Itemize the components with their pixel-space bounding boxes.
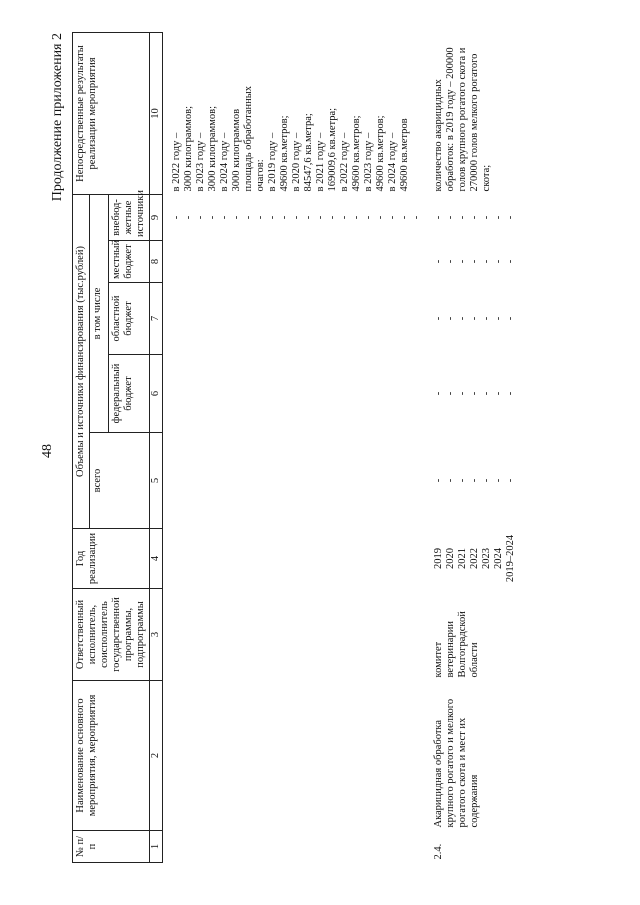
dash: - [457, 391, 468, 396]
dash: - [481, 478, 492, 483]
federal-values [425, 355, 519, 433]
dash: - [505, 259, 516, 264]
dash: - [481, 391, 492, 396]
result-line: в 2023 году – [363, 132, 374, 192]
row-number: 2.4. [433, 843, 444, 860]
column-number-row [150, 32, 163, 862]
total-values [425, 433, 519, 529]
col-header-year: Год реализации [73, 529, 150, 589]
result-line: в 2024 году – [387, 132, 398, 192]
year: 2023 [481, 548, 492, 569]
dash: - [457, 259, 468, 264]
dash: - [493, 391, 504, 396]
dash: - [433, 478, 444, 483]
result-line: 49600 кв.метров [399, 118, 410, 192]
dash: - [231, 215, 242, 220]
result-line: в 2022 году – [171, 132, 182, 192]
result-line: в 2020 году – [291, 132, 302, 192]
year: 2022 [469, 548, 480, 569]
dash: - [469, 391, 480, 396]
col-header-executor: Ответственный исполнитель, соисполнитель государственной программы, подпрограммы [73, 589, 150, 681]
extrabudget-values [425, 194, 519, 240]
dash: - [445, 478, 456, 483]
dash: - [387, 215, 398, 220]
col-header-federal: федеральный бюджет [109, 355, 150, 433]
year: 2024 [493, 548, 504, 569]
year: 2019 [433, 548, 444, 569]
dash: - [207, 215, 218, 220]
dash: - [375, 215, 386, 220]
dash: - [411, 215, 422, 220]
col-header-number: № п/п [73, 831, 150, 863]
dash: - [303, 215, 314, 220]
dash: - [445, 259, 456, 264]
dash: - [445, 316, 456, 321]
col-num: 3 [150, 589, 163, 681]
result-line: 3000 килограммов [231, 108, 242, 192]
result-line: в 2021 году – [315, 132, 326, 192]
year: 2021 [457, 548, 468, 569]
dash: - [469, 215, 480, 220]
result-line: в 2023 году – [195, 132, 206, 192]
executor: комитет ветеринарии Волгоградской области [433, 611, 480, 678]
regional-values [425, 283, 519, 355]
result-line: в 2019 году – [267, 132, 278, 192]
col-num: 4 [150, 529, 163, 589]
col-num: 2 [150, 681, 163, 831]
rotated-sheet [40, 33, 620, 863]
table-row-2-4 [425, 32, 519, 862]
result-line: 3000 килограммов; [207, 106, 218, 192]
dash: - [399, 215, 410, 220]
local-values [425, 241, 519, 283]
dash: - [469, 259, 480, 264]
col-num: 6 [150, 355, 163, 433]
dash: - [267, 215, 278, 220]
col-header-regional: областной бюджет [109, 283, 150, 355]
result-line: в 2022 году – [339, 132, 350, 192]
dash: - [433, 259, 444, 264]
result-line: 49600 кв.метров; [375, 115, 386, 192]
result-line: 49600 кв.метров; [279, 115, 290, 192]
dash: - [195, 215, 206, 220]
col-num: 1 [150, 831, 163, 863]
dash: - [457, 215, 468, 220]
result-line: 49600 кв.метров; [351, 115, 362, 192]
col-header-financing: Объемы и источники финансирования (тыс.рублей) [73, 194, 90, 528]
dash: - [469, 316, 480, 321]
year: 2019–2024 [505, 534, 516, 583]
dash: - [505, 391, 516, 396]
dash: - [493, 478, 504, 483]
dash: - [351, 215, 362, 220]
dash: - [219, 215, 230, 220]
prev-row-results [163, 32, 426, 194]
col-num: 10 [150, 32, 163, 194]
dash: - [445, 215, 456, 220]
dash: - [493, 215, 504, 220]
col-num: 7 [150, 283, 163, 355]
page-number: 48 [40, 444, 55, 458]
dash: - [505, 478, 516, 483]
dash: - [315, 215, 326, 220]
col-header-total: всего [90, 433, 150, 529]
col-header-including: в том числе [90, 194, 109, 432]
dash: - [433, 316, 444, 321]
dash: - [481, 259, 492, 264]
result-line: площадь обработанных [243, 85, 254, 192]
col-header-activity-name: Наименование основного мероприятия, мероприятия [73, 681, 150, 831]
activity-name: Акарицидная обработка крупного рогатого и мелкого рогатого скота и мест их содержания [433, 698, 480, 828]
dash: - [291, 215, 302, 220]
year: 2020 [445, 548, 456, 569]
dash: - [505, 215, 516, 220]
dash: - [279, 215, 290, 220]
result-line: 3000 килограммов; [183, 106, 194, 192]
header-row-1 [73, 32, 90, 862]
dash: - [339, 215, 350, 220]
dash: - [481, 316, 492, 321]
result-line: 84547,6 кв.метра; [303, 113, 314, 192]
col-num: 9 [150, 194, 163, 240]
dash: - [469, 478, 480, 483]
col-header-results: Непосредственные результаты реализации мероприятия [73, 32, 150, 194]
result-line: 169009,6 кв.метра; [327, 107, 338, 192]
dash: - [363, 215, 374, 220]
dash: - [493, 316, 504, 321]
col-header-extrabudget: внебюд-жетные источники [109, 194, 150, 240]
col-num: 8 [150, 241, 163, 283]
dash: - [243, 215, 254, 220]
dash: - [445, 391, 456, 396]
dash: - [457, 316, 468, 321]
result-line: очагов: [255, 159, 266, 192]
prev-row-dashes [163, 194, 426, 240]
col-num: 5 [150, 433, 163, 529]
results-text: количество акарицидных обработок: в 2019 году – 200000 голов крупного рогатого скота и 270000 голов мелкого рогатого скота; [433, 47, 492, 192]
dash: - [505, 316, 516, 321]
dash: - [493, 259, 504, 264]
dash: - [183, 215, 194, 220]
dash: - [433, 391, 444, 396]
year-list [425, 529, 519, 589]
dash: - [255, 215, 266, 220]
dash: - [171, 215, 182, 220]
dash: - [433, 215, 444, 220]
appendix-continuation-label: Продолжение приложения 2 [50, 33, 65, 202]
program-activities-table [72, 32, 519, 863]
dash: - [457, 478, 468, 483]
result-line: в 2024 году – [219, 132, 230, 192]
col-header-local: местный бюджет [109, 241, 150, 283]
dash: - [481, 215, 492, 220]
table-row-continued [163, 32, 426, 862]
dash: - [327, 215, 338, 220]
